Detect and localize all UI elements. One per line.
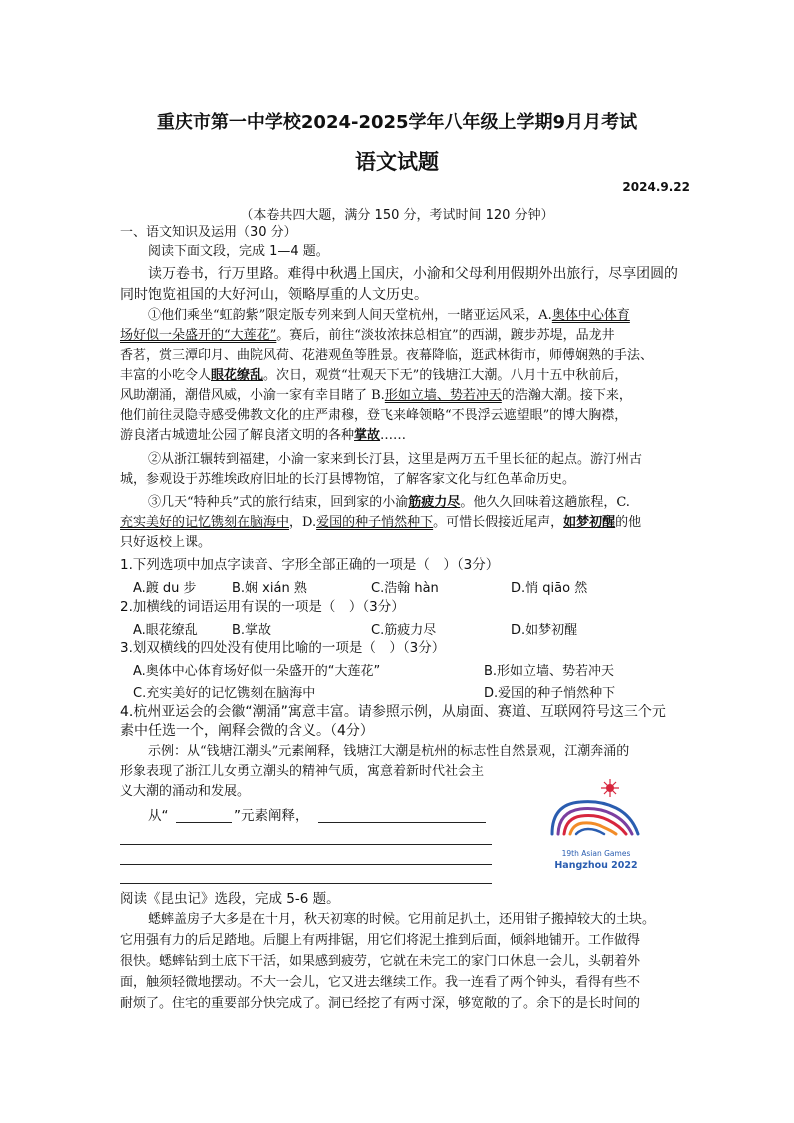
q3-option-a: A.奥体中心体育场好似一朵盛开的“大莲花” — [133, 664, 381, 679]
q2-option-a: A.眼花缭乱 — [133, 623, 198, 638]
q4-example-line-1: 示例：从“钱塘江潮头”元素阐释，钱塘江大潮是杭州的标志性自然景观，江潮奔涌的 — [148, 744, 630, 759]
asian-games-logo — [546, 778, 646, 878]
para3-line-2 — [120, 514, 641, 532]
para2-line-1: ②从浙江辗转到福建，小渝一家来到长汀县，这里是两万五千里长征的起点。游汀州古 — [148, 452, 643, 467]
metaphor-a: 奥体中心体育 — [551, 308, 630, 323]
answer-blank-3[interactable] — [120, 864, 492, 865]
q3-option-d: D.爱国的种子悄然种下 — [484, 686, 616, 701]
q2-option-c: C.筋疲力尽 — [371, 623, 437, 638]
answer-blank-1[interactable] — [318, 822, 486, 823]
metaphor-c: 充实美好的记忆镌刻在脑海中 — [120, 515, 290, 530]
q2-stem: 2.加横线的词语运用有误的一项是（ ）（3分） — [120, 599, 405, 615]
para3-text: ，D. — [289, 515, 317, 530]
logo-text-line-1: 19th Asian Games — [561, 849, 631, 858]
excerpt-line-4: 面，触须轻微地摆动。不大一会儿，它又进去继续工作。我一连看了两个钟头，看得有些不 — [120, 975, 641, 990]
excerpt-line-3: 很快。蟋蟀钻到土底下干活，如果感到疲劳，它就在未完工的家门口休息一会儿，头朝着外 — [120, 954, 641, 969]
intro-line-2: 同时饱览祖国的大好河山，领略厚重的人文历史。 — [120, 287, 428, 303]
para3-line-3: 只好返校上课。 — [120, 535, 212, 550]
answer-blank-2[interactable] — [120, 844, 492, 845]
q2-option-d: D.如梦初醒 — [511, 623, 578, 638]
subject-title: 语文试题 — [355, 150, 439, 174]
q2-option-b: B.掌故 — [232, 623, 272, 638]
para1-text: 丰富的小吃令人 — [120, 368, 212, 383]
para3-text: 。可惜长假接近尾声， — [433, 515, 564, 530]
para1-line-4 — [120, 367, 627, 385]
underlined-term-4: 如梦初醒 — [563, 515, 616, 530]
para3-text: ③几天“特种兵”式的旅行结束，回到家的小渝 — [148, 495, 409, 510]
section1-heading: 一、语文知识及运用（30 分） — [120, 225, 297, 240]
logo-text-line-2: Hangzhou 2022 — [554, 860, 638, 871]
answer-prefix: 从“ — [148, 808, 169, 824]
para1-text: 游良渚古城遗址公园了解良渚文明的各种 — [120, 428, 355, 443]
para3-text: 的他 — [615, 515, 642, 530]
exam-date: 2024.9.22 — [622, 180, 690, 194]
para3-line-1 — [148, 494, 630, 512]
para1-text: ①他们乘坐“虹韵紫”限定版专列来到人间天堂杭州，一睹亚运风采，A. — [148, 308, 552, 323]
asian-games-emblem-icon — [546, 778, 646, 878]
q3-option-b: B.形如立墙、势若冲天 — [484, 664, 615, 679]
metaphor-d: 爱国的种子悄然种下 — [316, 515, 434, 530]
section1-instruction: 阅读下面文段，完成 1—4 题。 — [148, 244, 329, 259]
metaphor-b: 形如立墙、势若冲天 — [384, 388, 502, 403]
excerpt-line-2: 它用强有力的后足踏地。后腿上有两排锯，用它们将泥土推到后面，倾斜地铺开。工作做得 — [120, 933, 641, 948]
q4-example-line-3: 义大潮的涌动和发展。 — [120, 784, 251, 799]
q4-example-line-2: 形象表现了浙江儿女勇立潮头的精神气质，寓意着新时代社会主 — [120, 764, 485, 779]
para3-text: 。他久久回味着这趟旅程，C. — [460, 495, 630, 510]
section2-instruction: 阅读《昆虫记》选段，完成 5-6 题。 — [120, 891, 340, 907]
exam-note: （本卷共四大题，满分 150 分，考试时间 120 分钟） — [240, 208, 554, 223]
para1-text: 。次日，观赏“壮观天下无”的钱塘江大潮。八月十五中秋前后， — [263, 368, 628, 383]
metaphor-a-cont: 场好似一朵盛开的“大莲花” — [120, 328, 277, 343]
para1-line-2 — [120, 327, 615, 345]
answer-blank-element[interactable] — [176, 822, 232, 823]
underlined-term-1: 眼花缭乱 — [211, 368, 264, 383]
para1-text: …… — [380, 428, 407, 443]
q1-stem: 1.下列选项中加点字读音、字形全部正确的一项是（ ）（3分） — [120, 557, 500, 573]
para1-line-7 — [120, 427, 406, 445]
exam-title: 重庆市第一中学校2024-2025学年八年级上学期9月月考试 — [156, 112, 638, 133]
q4-stem-line-1: 4.杭州亚运会的会徽“潮涌”寓意丰富。请参照示例，从扇面、赛道、互联网符号这三个元 — [120, 704, 666, 720]
wave-icon — [552, 802, 638, 834]
q1-option-a: A.踱 du 步 — [133, 581, 197, 596]
underlined-term-2: 掌故 — [354, 428, 381, 443]
q1-option-b: B.娴 xián 熟 — [232, 581, 307, 596]
para1-text: 的浩瀚大潮。接下来， — [501, 388, 632, 403]
para2-line-2: 城，参观设于苏维埃政府旧址的长汀县博物馆，了解客家文化与红色革命历史。 — [120, 472, 576, 487]
q1-option-d: D.悄 qiāo 然 — [511, 581, 588, 596]
intro-line-1: 读万卷书，行万里路。难得中秋遇上国庆，小渝和父母利用假期外出旅行，尽享团圆的 — [148, 266, 678, 282]
q1-option-c: C.浩翰 hàn — [371, 581, 439, 596]
excerpt-line-5: 耐烦了。住宅的重要部分快完成了。洞已经挖了有两寸深，够宽敞的了。余下的是长时间的 — [120, 996, 641, 1011]
para1-line-3: 香茗，赏三潭印月、曲院风荷、花港观鱼等胜景。夜幕降临，逛武林街市，师傅娴熟的手法、 — [120, 348, 654, 363]
q3-option-c: C.充实美好的记忆镌刻在脑海中 — [133, 686, 316, 701]
para1-line-1 — [148, 307, 630, 325]
q4-stem-line-2: 素中任选一个，阐释会微的含义。（4分） — [120, 723, 374, 739]
para1-text: 。赛后，前往“淡妆浓抹总相宜”的西湖，踱步苏堤，品龙井 — [276, 328, 615, 343]
para1-line-6: 他们前往灵隐寺感受佛教文化的庄严肃穆，登飞来峰领略“不畏浮云遮望眼”的博大胸襟， — [120, 408, 628, 423]
q3-stem: 3.划双横线的四处没有使用比喻的一项是（ ）（3分） — [120, 640, 446, 656]
para1-line-5 — [120, 387, 632, 405]
underlined-term-3: 筋疲力尽 — [408, 495, 461, 510]
answer-blank-4[interactable] — [120, 883, 492, 884]
answer-mid: ”元素阐释， — [234, 808, 309, 824]
sun-icon — [601, 779, 619, 797]
para1-text: 风助潮涌，潮借风威，小渝一家有幸目睹了 B. — [120, 388, 385, 403]
excerpt-line-1: 蟋蟀盖房子大多是在十月，秋天初寒的时候。它用前足扒土，还用钳子搬掉较大的土块。 — [148, 912, 656, 927]
